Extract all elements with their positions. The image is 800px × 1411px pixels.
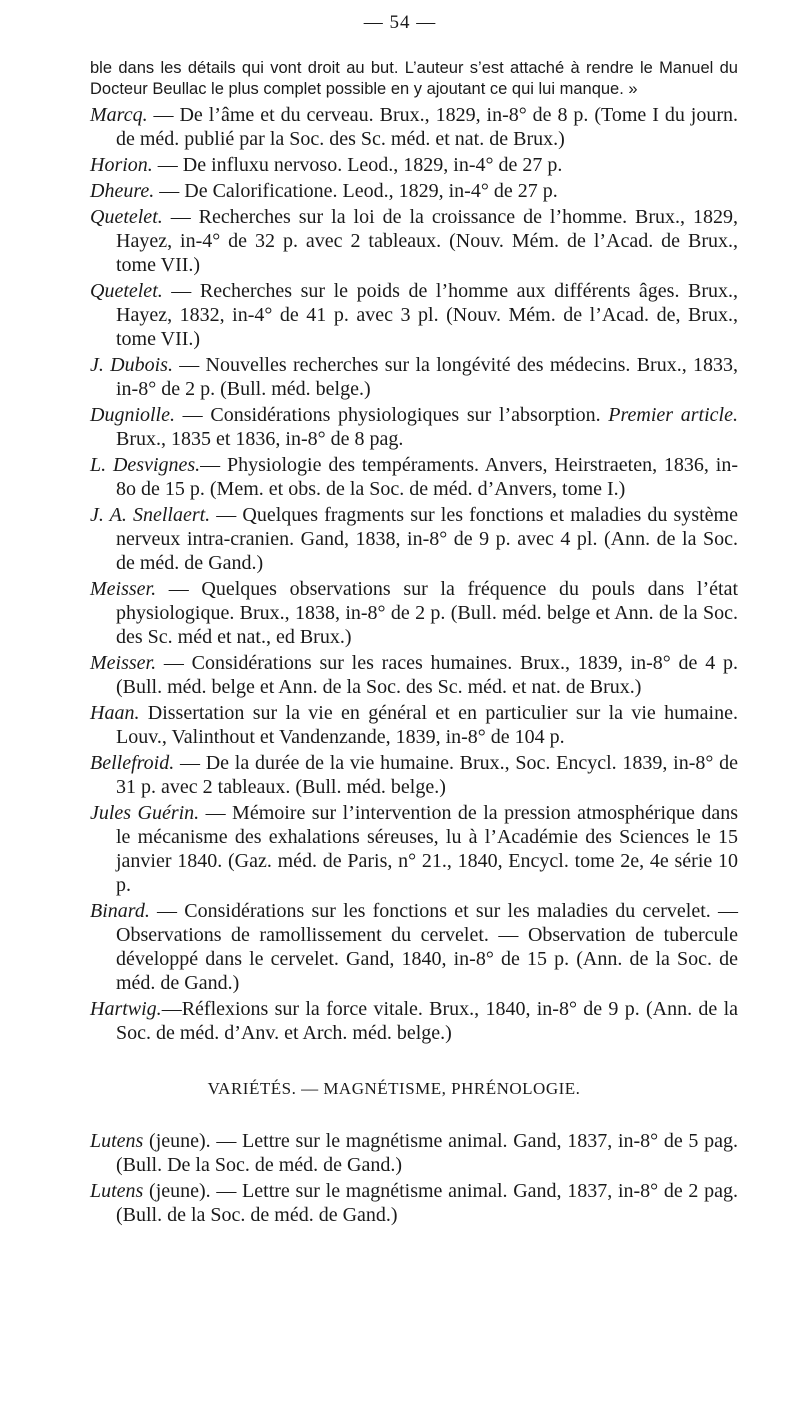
bibliography-entry xyxy=(90,103,738,151)
entry-text: Dissertation sur la vie en général et en particulier sur la vie humaine. Louv., Valinthout et Vandenzande, 1839, in-8° de 104 p. xyxy=(116,702,738,748)
entry-author: Haan. xyxy=(90,702,140,724)
bibliography-entry xyxy=(90,651,738,699)
bibliography-entry xyxy=(90,453,738,501)
entry-author: Lutens xyxy=(90,1180,144,1202)
section-heading: VARIÉTÉS. — MAGNÉTISME, PHRÉNOLOGIE. xyxy=(207,1079,581,1098)
bibliography-entry xyxy=(90,1129,738,1177)
entry-text: — Recherches sur la loi de la croissance de l’homme. Brux., 1829, Hayez, in-4° de 32 p. avec 2 tableaux. (Nouv. Mém. de l’Acad. de Brux., tome VII.) xyxy=(116,206,738,276)
entry-author: Binard. xyxy=(90,900,150,922)
bibliography-entry xyxy=(90,179,738,203)
entry-author: Dugniolle. xyxy=(90,404,175,426)
entry-text: — Quelques observations sur la fréquence du pouls dans l’état physiologique. Brux., 1838, in-8° de 2 p. (Bull. méd. belge et Ann. de la Soc. des Sc. méd et nat., ed Brux.) xyxy=(116,578,738,648)
bibliography-entry xyxy=(90,153,738,177)
entry-text: — De la durée de la vie humaine. Brux., Soc. Encycl. 1839, in-8° de 31 p. avec 2 tableaux. (Bull. méd. belge.) xyxy=(116,752,738,798)
entry-text: (jeune). — Lettre sur le magnétisme animal. Gand, 1837, in-8° de 2 pag. (Bull. de la Soc. de méd. de Gand.) xyxy=(116,1180,738,1226)
entry-text: — Recherches sur le poids de l’homme aux différents âges. Brux., Hayez, 1832, in-4° de 41 p. avec 3 pl. (Nouv. Mém. de l’Acad. de, Brux., tome VII.) xyxy=(116,280,738,350)
entry-author: J. A. Snellaert. xyxy=(90,504,211,526)
entry-author: Lutens xyxy=(90,1130,144,1152)
entry-author: Quetelet. xyxy=(90,206,163,228)
entry-text: — Considérations sur les fonctions et sur les maladies du cervelet. — Observations de ramollissement du cervelet. — Observation de tubercule développé dans le cervelet. Gand, 1840, in-8° de 15 p. (Ann. de la Soc. de méd. de Gand.) xyxy=(116,900,738,994)
bibliography-entry xyxy=(90,353,738,401)
entry-author: L. Desvignes. xyxy=(90,454,201,476)
entry-author: Bellefroid. xyxy=(90,752,175,774)
bibliography-entry xyxy=(90,899,738,995)
entry-text: — Mémoire sur l’intervention de la pression atmosphérique dans le mécanisme des exhalations séreuses, lu à l’Académie des Sciences le 15 janvier 1840. (Gaz. méd. de Paris, n° 21., 1840, Encycl. tome 2e, 4e série 10 p. xyxy=(116,802,738,896)
entry-author: Marcq. xyxy=(90,104,148,126)
intro-paragraph: ble dans les détails qui vont droit au but. L’auteur s’est attaché à rendre le Manuel du Docteur Beullac le plus complet possible en y ajoutant ce qui lui manque. » xyxy=(90,59,738,98)
bibliography-entry xyxy=(90,205,738,277)
bibliography-entry xyxy=(90,997,738,1045)
bibliography-entry xyxy=(90,403,738,451)
entry-text: — Considérations physiologiques sur l’absorption. xyxy=(175,404,609,426)
entry-text: — Considérations sur les races humaines. Brux., 1839, in-8° de 4 p. (Bull. méd. belge et Ann. de la Soc. des Sc. méd. et nat. de Brux.) xyxy=(116,652,738,698)
bibliography-entry xyxy=(90,701,738,749)
entry-author: J. Dubois. xyxy=(90,354,173,376)
entry-text: (jeune). — Lettre sur le magnétisme animal. Gand, 1837, in-8° de 5 pag. (Bull. De la Soc. de méd. de Gand.) xyxy=(116,1130,738,1176)
bibliography-entry xyxy=(90,801,738,897)
entry-author: Jules Guérin. xyxy=(90,802,200,824)
entry-italic-title: Premier article. xyxy=(608,404,738,426)
entry-text: — Physiologie des tempéraments. Anvers, Heirstraeten, 1836, in-8o de 15 p. (Mem. et obs. de la Soc. de méd. d’Anvers, tome I.) xyxy=(116,454,738,500)
entry-author: Hartwig. xyxy=(90,998,162,1020)
entry-author: Meisser. xyxy=(90,578,157,600)
entry-author: Meisser. xyxy=(90,652,157,674)
bibliography-entry xyxy=(90,503,738,575)
entry-text-continued: Brux., 1835 et 1836, in-8° de 8 pag. xyxy=(116,428,404,450)
entry-author: Quetelet. xyxy=(90,280,163,302)
page-number: — 54 — xyxy=(363,12,437,33)
entry-text: — De influxu nervoso. Leod., 1829, in-4° de 27 p. xyxy=(152,154,563,176)
page-body xyxy=(90,58,738,1229)
entry-text: — Nouvelles recherches sur la longévité des médecins. Brux., 1833, in-8° de 2 p. (Bull. méd. belge.) xyxy=(116,354,738,400)
bibliography-entry xyxy=(90,577,738,649)
entry-author: Horion. xyxy=(90,154,153,176)
entry-text: — De Calorificatione. Leod., 1829, in-4° de 27 p. xyxy=(154,180,558,202)
bibliography-entry xyxy=(90,279,738,351)
bibliography-entry xyxy=(90,1179,738,1227)
entry-author: Dheure. xyxy=(90,180,155,202)
bibliography-entry xyxy=(90,751,738,799)
entry-text: —Réflexions sur la force vitale. Brux., 1840, in-8° de 9 p. (Ann. de la Soc. de méd. d’Anv. et Arch. méd. belge.) xyxy=(116,998,738,1044)
entry-text: — Quelques fragments sur les fonctions et maladies du système nerveux intra-cranien. Gand, 1838, in-8° de 9 p. avec 4 pl. (Ann. de la Soc. de méd. de Gand.) xyxy=(116,504,738,574)
entry-text: — De l’âme et du cerveau. Brux., 1829, in-8° de 8 p. (Tome I du journ. de méd. publié par la Soc. des Sc. méd. et nat. de Brux.) xyxy=(116,104,738,150)
